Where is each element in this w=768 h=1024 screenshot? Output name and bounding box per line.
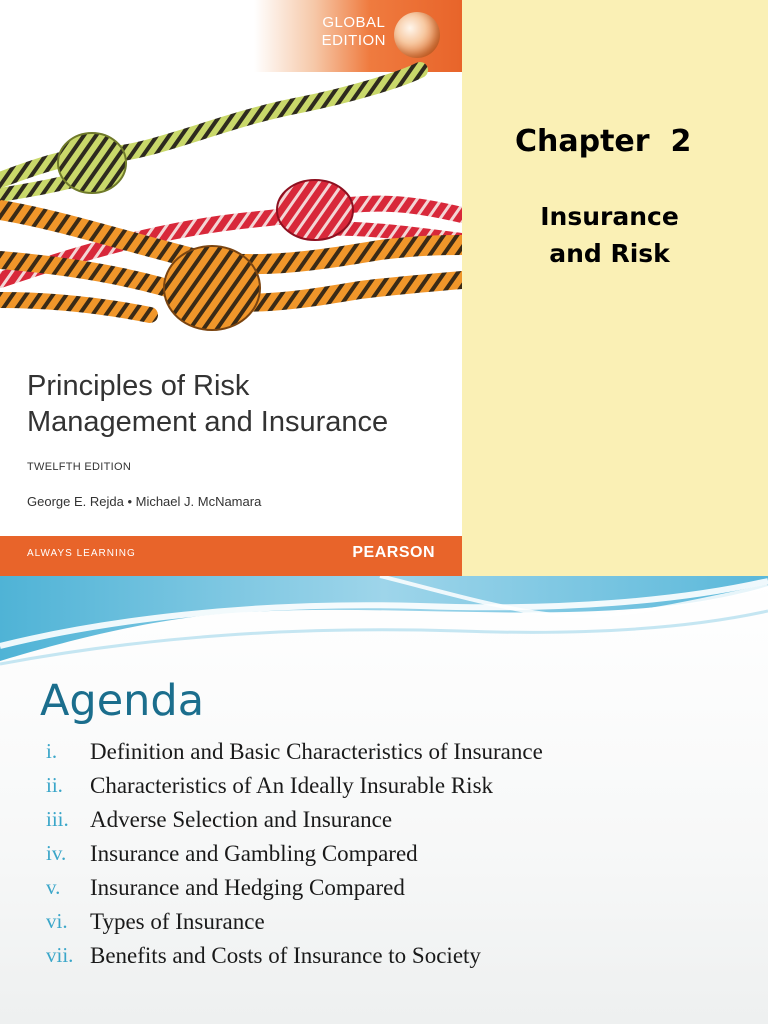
- book-title-line-2: Management and Insurance: [27, 406, 389, 438]
- agenda-item: [0, 739, 768, 773]
- agenda-title: Agenda: [40, 676, 205, 726]
- agenda-item: [0, 943, 768, 977]
- chapter-subtitle: [462, 198, 757, 272]
- publisher-logo: PEARSON: [352, 544, 435, 561]
- chapter-title-panel: [462, 0, 768, 576]
- book-title-line-1: Principles of Risk: [27, 370, 250, 402]
- agenda-item-number: iii.: [46, 807, 69, 831]
- badge-line-1: GLOBAL: [322, 14, 386, 31]
- agenda-item-text: Definition and Basic Characteristics of Insurance: [90, 739, 543, 764]
- tagline: ALWAYS LEARNING: [27, 548, 136, 559]
- badge-line-2: EDITION: [321, 32, 386, 49]
- agenda-item-number: iv.: [46, 841, 67, 865]
- cover-bottom-band: [0, 536, 462, 576]
- agenda-list: [0, 739, 768, 977]
- wave-banner: [0, 576, 768, 666]
- chapter-subtitle-line-1: Insurance: [540, 202, 679, 231]
- agenda-item-text: Insurance and Hedging Compared: [90, 875, 405, 900]
- agenda-item: [0, 773, 768, 807]
- chapter-title: Chapter 2: [515, 124, 692, 159]
- agenda-item: [0, 841, 768, 875]
- agenda-item-number: vii.: [46, 943, 74, 967]
- red-knot: [277, 180, 353, 240]
- chapter-subtitle-line-2: and Risk: [549, 239, 670, 268]
- orange-knot: [164, 246, 260, 330]
- book-title: [27, 368, 388, 440]
- agenda-item-text: Types of Insurance: [90, 909, 265, 934]
- agenda-item-number: i.: [46, 739, 58, 763]
- global-edition-badge: [322, 14, 386, 50]
- agenda-item-number: ii.: [46, 773, 63, 797]
- agenda-item: [0, 909, 768, 943]
- agenda-item-text: Characteristics of An Ideally Insurable Risk: [90, 773, 494, 798]
- agenda-item-text: Benefits and Costs of Insurance to Society: [90, 943, 481, 968]
- agenda-slide: [0, 576, 768, 1024]
- knotted-ropes-image: [0, 60, 462, 360]
- book-edition: TWELFTH EDITION: [27, 461, 132, 473]
- agenda-item: [0, 807, 768, 841]
- green-knot: [58, 133, 126, 193]
- agenda-item-text: Insurance and Gambling Compared: [90, 841, 418, 866]
- agenda-item-text: Adverse Selection and Insurance: [90, 807, 393, 832]
- globe-icon: [394, 12, 440, 58]
- agenda-item: [0, 875, 768, 909]
- agenda-item-number: v.: [46, 875, 61, 899]
- agenda-item-number: vi.: [46, 909, 68, 933]
- book-authors: George E. Rejda • Michael J. McNamara: [27, 494, 262, 509]
- book-cover: [0, 0, 462, 576]
